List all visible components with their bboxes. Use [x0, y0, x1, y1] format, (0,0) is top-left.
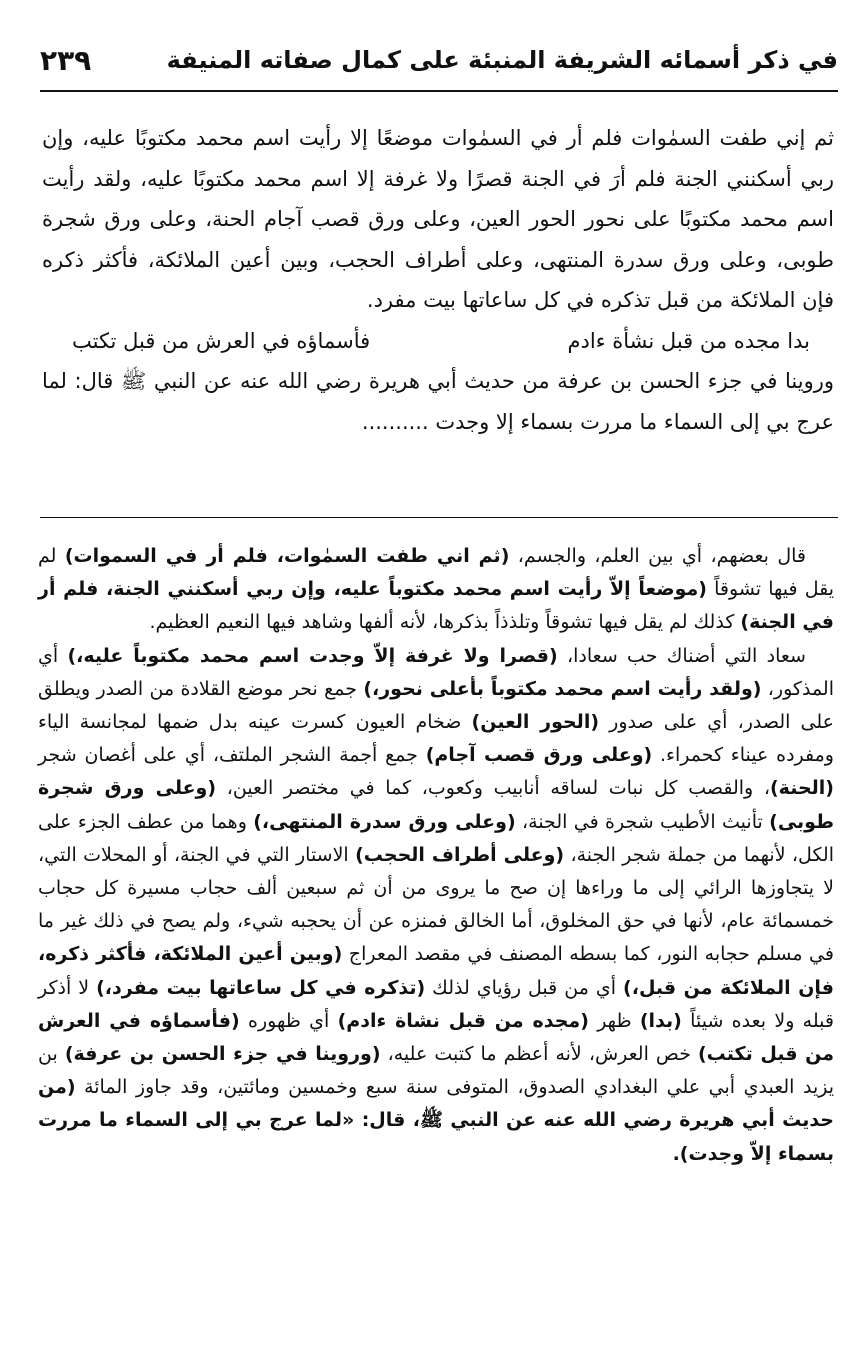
commentary-segment: كذلك لم يقل فيها تشوقاً وتلذذاً بذكرها، لأنه ألفها وشاهد فيها النعيم العظيم.: [149, 611, 741, 634]
quoted-matn-text: (من حديث أبي هريرة رضي الله عنه عن النبي ﷺ، قال: «لما عرج بي إلى السماء ما مررت بسماء إلاّ وجدت).: [38, 1076, 834, 1165]
quoted-matn-text: (بدا): [639, 1009, 682, 1032]
quoted-matn-text: (وعلى ورق قصب آجام): [425, 744, 653, 767]
section-divider: [40, 517, 838, 518]
commentary-paragraph: [38, 640, 834, 1171]
commentary-paragraph: [38, 540, 834, 640]
commentary-segment: لم يقل فيها تشوقاً: [38, 545, 835, 601]
commentary-segment: خص العرش، لأنه أعظم ما كتبت عليه،: [380, 1043, 698, 1066]
quoted-matn-text: (فأسماؤه في العرش من قبل تكتب): [38, 1009, 835, 1066]
quoted-matn-text: (وعلى ورق شجرة طوبى): [38, 777, 834, 833]
commentary-segment: جمع أجمة الشجر الملتف، أي على أغصان شجر: [38, 744, 426, 767]
quoted-matn-text: (قصرا ولا غرفة إلاّ وجدت اسم محمد مكتوباً عليه،): [67, 644, 558, 667]
running-title: في ذكر أسمائه الشريفة المنبئة على كمال صفاته المنيفة: [166, 46, 838, 74]
page-header: [40, 32, 838, 88]
commentary-segment: ضخام العيون كسرت عينه بدل ضمها لمجانسة الياء ومفرده عيناء كحمراء.: [38, 711, 834, 767]
commentary-segment: أي ظهوره: [239, 1009, 338, 1032]
verse-first-hemistich: بدا مجده من قبل نشأة ءادم: [567, 328, 810, 353]
commentary-segment: قال بعضهم، أي بين العلم، والجسم،: [509, 545, 806, 567]
main-text: [42, 118, 834, 442]
commentary-text: [38, 540, 834, 1171]
commentary-segment: جمع نحر موضع القلادة من الصدر ويطلق على الصدر، أي على صدور: [38, 677, 834, 734]
commentary-segment: وهما من عطف الجزء على الكل، لأنهما من جملة شجر الجنة،: [38, 810, 834, 866]
quoted-matn-text: (وروينا في جزء الحسن بن عرفة): [64, 1043, 381, 1066]
quoted-matn-text: (الحور العين): [471, 711, 600, 734]
quoted-matn-text: (وبين أعين الملائكة، فأكثر ذكره، فإن الملائكة من قبل،): [38, 943, 834, 999]
quoted-matn-text: (ولقد رأيت اسم محمد مكتوباً بأعلى نحور،): [363, 677, 762, 700]
commentary-segment: أي المذكور،: [38, 644, 834, 700]
commentary-segment: تأنيث الأطيب شجرة في الجنة،: [515, 810, 770, 833]
main-paragraph: وروينا في جزء الحسن بن عرفة من حديث أبي هريرة رضي الله عنه عن النبي ﷺ قال: لما عرج بي إلى السماء ما مررت بسماء إلا وجدت ..........: [42, 369, 834, 434]
main-paragraph: ثم إني طفت السمٰوات فلم أر في السمٰوات موضعًا إلا رأيت اسم محمد مكتوبًا عليه، وإن ربي أسكنني الجنة فلم أرَ في الجنة قصرًا ولا غرفة إلا اسم محمد مكتوبًا عليه، ولقد رأيت اسم محمد مكتوبًا على نحور الحور العين، وعلى ورق قصب آجام الحنة، وعلى ورق شجرة طوبى، وعلى ورق سدرة المنتهى، وعلى أطراف الحجب، وبين أعين الملائكة، فأكثر ذكره فإن الملائكة من قبل تذكره في كل ساعاتها بيت مفرد.: [42, 126, 834, 312]
quoted-matn-text: (ثم اني طفت السمٰوات، فلم أر في السموات): [64, 545, 510, 567]
quoted-matn-text: (مجده من قبل نشاة ءادم): [337, 1009, 589, 1032]
commentary-segment: الاستار التي في الجنة، أو المحلات التي، لا يتجاوزها الرائي إلى ما وراءها إن صح ما يروى من أن ثم سبعين ألف حجاب مسيرة كل حجاب خمسمائة عام، لأنها في حق المخلوق، أما الخالق فمنزه عن أن يحجبه شيء، ولم يصح في ذلك غير ما في مسلم حجابه النور، كما بسطه المصنف في مقصد المعراج: [38, 843, 834, 966]
poetry-verse: [42, 321, 834, 362]
commentary-segment: ، والقصب كل نبات لساقه أنابيب وكعوب، كما في مختصر العين،: [216, 777, 770, 800]
page-number: ٢٣٩: [40, 43, 92, 77]
commentary-segment: سعاد التي أضناك حب سعادا،: [557, 644, 806, 667]
commentary-segment: أي من قبل رؤياي لذلك: [425, 976, 624, 999]
quoted-matn-text: (تذكره في كل ساعاتها بيت مفرد،): [96, 976, 426, 999]
commentary-segment: بن يزيد العبدي أبي علي البغدادي الصدوق، المتوفى سنة سبع وخمسين ومائتين، وقد جاوز المائة: [38, 1043, 834, 1099]
quoted-matn-text: (موضعاً إلاّ رأيت اسم محمد مكتوباً عليه، وإن ربي أسكنني الجنة، فلم أر في الجنة): [38, 578, 834, 634]
quoted-matn-text: (وعلى أطراف الحجب): [355, 843, 565, 866]
quoted-matn-text: (الحنة): [769, 777, 834, 800]
quoted-matn-text: (وعلى ورق سدرة المنتهى،): [253, 810, 516, 833]
header-divider: [40, 90, 838, 92]
commentary-segment: لا أذكر قبله ولا بعده شيئاً: [38, 976, 834, 1032]
commentary-segment: ظهر: [588, 1009, 640, 1032]
verse-second-hemistich: فأسماؤه في العرش من قبل تكتب: [72, 328, 371, 353]
